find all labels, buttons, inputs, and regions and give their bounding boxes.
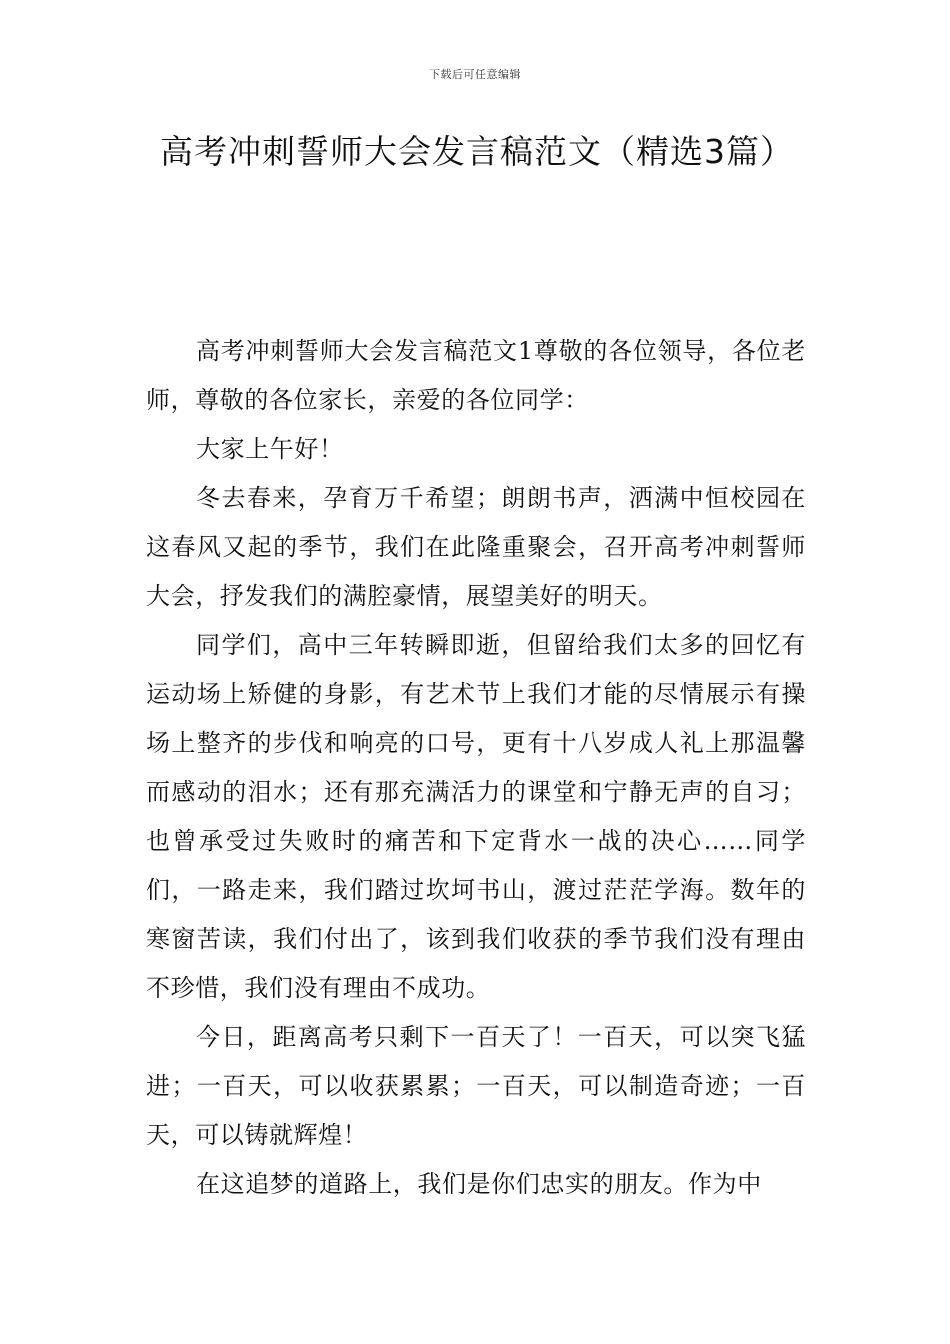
header-note: 下载后可任意编辑 [429, 68, 521, 81]
paragraph: 在这追梦的道路上，我们是你们忠实的朋友。作为中 [196, 1170, 762, 1198]
paragraph: 大家上午好！ [196, 435, 344, 463]
paragraph: 同学们，高中三年转瞬即逝，但留给我们太多的回忆有运动场上矫健的身影，有艺术节上我们才能的尽情展示有操场上整齐的步伐和响亮的口号，更有十八岁成人礼上那温馨而感动的泪水；还有那充满活力的课堂和宁静无声的自习；也曾承受过失败时的痛苦和下定背水一战的决心……同学们，一路走来，我们踏过坎坷书山，渡过茫茫学海。数年的寒窗苦读，我们付出了，该到我们收获的季节我们没有理由不珍惜，我们没有理由不成功。 [146, 631, 806, 1002]
paragraph: 高考冲刺誓师大会发言稿范文1尊敬的各位领导，各位老师，尊敬的各位家长，亲爱的各位同学： [146, 337, 806, 414]
paragraph: 冬去春来，孕育万千希望；朗朗书声，洒满中恒校园在这春风又起的季节，我们在此隆重聚会，召开高考冲刺誓师大会，抒发我们的满腔豪情，展望美好的明天。 [146, 484, 806, 610]
paragraph: 今日，距离高考只剩下一百天了！一百天，可以突飞猛进；一百天，可以收获累累；一百天，可以制造奇迹；一百天，可以铸就辉煌！ [146, 1023, 806, 1149]
document-body [146, 327, 806, 1209]
document-title: 高考冲刺誓师大会发言稿范文（精选3篇） [160, 132, 794, 171]
